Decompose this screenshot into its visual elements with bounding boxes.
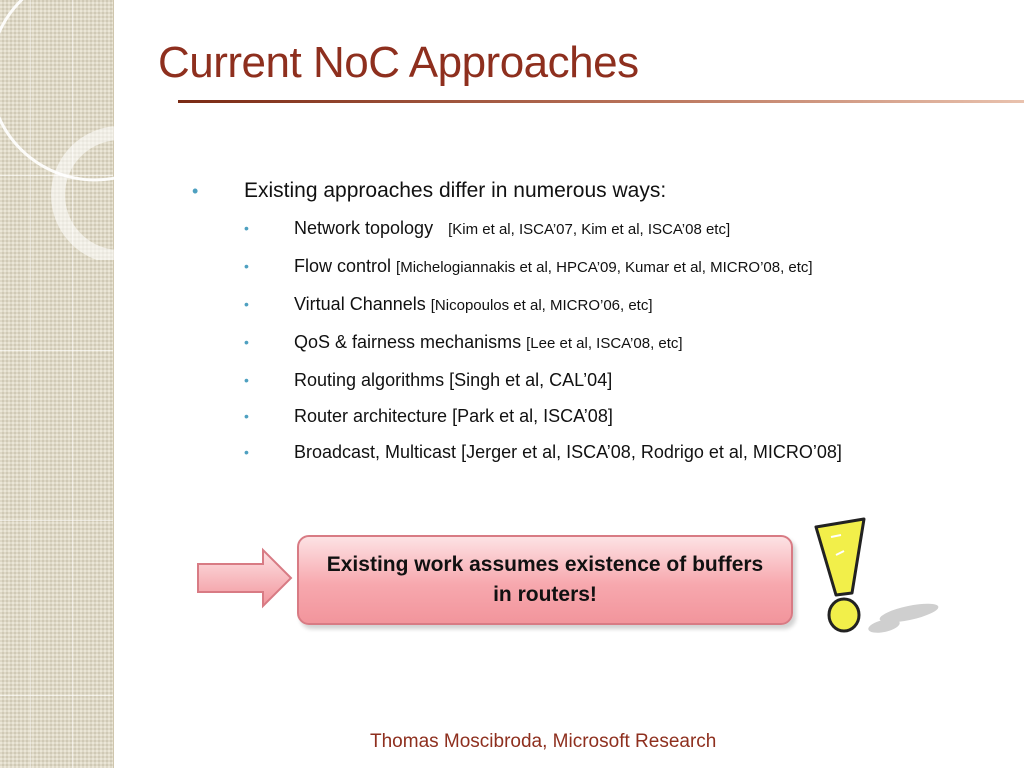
- sub-bullet-reference: [Lee et al, ISCA’08, etc]: [526, 335, 683, 352]
- strip-line: [0, 695, 113, 696]
- ring-small: [58, 133, 160, 257]
- slide-footer: Thomas Moscibroda, Microsoft Research: [370, 731, 717, 752]
- exclamation-dot: [829, 599, 859, 631]
- arrow-shape: [198, 550, 291, 606]
- strip-line: [0, 350, 113, 351]
- sub-bullet-label: Router architecture: [294, 406, 448, 426]
- sub-bullet-label: Network topology: [294, 218, 434, 238]
- sub-bullet-reference: [Nicopoulos et al, MICRO’06, etc]: [430, 297, 653, 314]
- strip-line: [0, 520, 113, 521]
- bullet-dot: •: [244, 408, 249, 424]
- sub-bullet-label: Routing algorithms: [294, 370, 445, 390]
- sub-bullet-reference: [Kim et al, ISCA’07, Kim et al, ISCA’08 etc]: [448, 221, 731, 238]
- sub-bullet-reference: [Park et al, ISCA’08]: [452, 406, 613, 426]
- bullet-dot: •: [244, 444, 249, 460]
- bullet-dot: •: [244, 220, 249, 236]
- sub-bullet: [188, 324, 1008, 362]
- bullet-dot: •: [244, 334, 249, 350]
- sub-bullet-reference: [Singh et al, CAL’04]: [449, 370, 613, 390]
- sub-bullet: [188, 398, 1008, 434]
- sub-bullet-label: Virtual Channels: [294, 294, 426, 314]
- sub-bullet: [188, 286, 1008, 324]
- bullet-dot: •: [244, 258, 249, 274]
- sub-bullet: [188, 434, 1008, 470]
- bullet-dot: •: [192, 181, 199, 201]
- sub-bullet: [188, 248, 1008, 286]
- sub-bullet-reference: [Michelogiannakis et al, HPCA’09, Kumar et al, MICRO’08, etc]: [396, 259, 813, 276]
- sub-bullet-label: QoS & fairness mechanisms: [294, 332, 522, 352]
- exclamation-bar: [816, 519, 864, 595]
- title-underline: [178, 100, 1024, 103]
- main-bullet-text: Existing approaches differ in numerous ways:: [244, 179, 667, 202]
- sub-bullet: [188, 210, 1008, 248]
- bullet-dot: •: [244, 372, 249, 388]
- decorative-rings: [0, 0, 160, 260]
- bullet-dot: •: [244, 296, 249, 312]
- sub-bullet-reference: [Jerger et al, ISCA’08, Rodrigo et al, MICRO’08]: [461, 442, 842, 462]
- sub-bullet: [188, 362, 1008, 398]
- bullet-list: [188, 176, 1008, 470]
- slide-title: Current NoC Approaches: [158, 38, 639, 87]
- callout-text: Existing work assumes existence of buffers in routers!: [326, 553, 764, 606]
- callout-box: [297, 535, 793, 625]
- exclamation-icon: [806, 515, 946, 645]
- sub-bullet-label: Flow control: [294, 256, 392, 276]
- sub-bullet-label: Broadcast, Multicast: [294, 442, 457, 462]
- right-arrow-icon: [195, 546, 295, 610]
- main-bullet: [188, 176, 1008, 206]
